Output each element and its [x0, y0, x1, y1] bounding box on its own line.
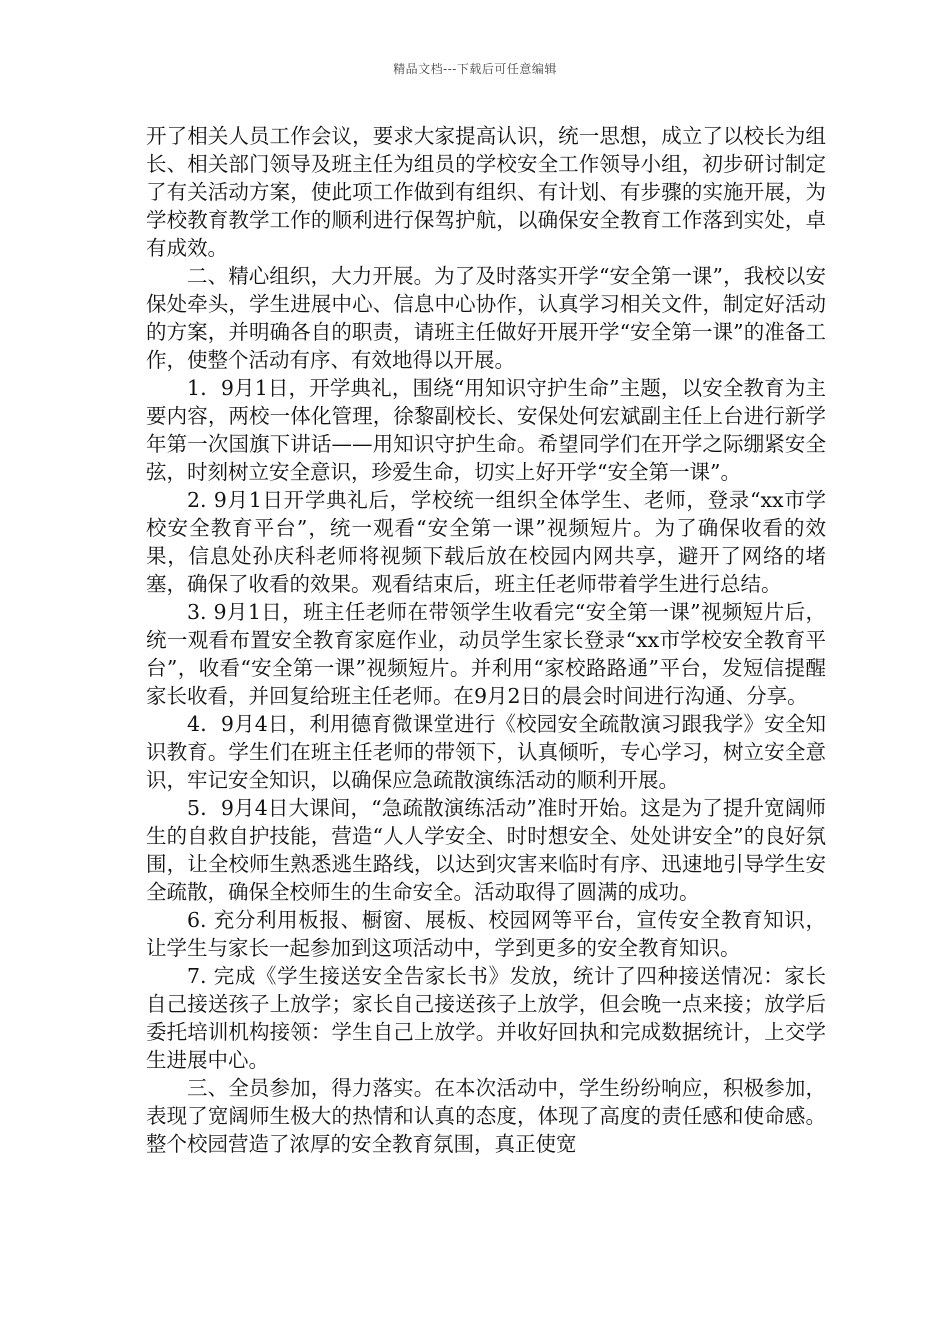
- paragraph-item-2: 2. 9月1日开学典礼后，学校统一组织全体学生、老师，登录“xx市学校安全教育平台”，统一观看“安全第一课”视频短片。为了确保收看的效果，信息处孙庆科老师将视频下载后放在校园内网共享，避开了网络的堵塞，确保了收看的效果。观看结束后，班主任老师带着学生进行总结。: [146, 488, 826, 596]
- paragraph-item-6: 6. 充分利用板报、橱窗、展板、校园网等平台，宣传安全教育知识，让学生与家长一起参加到这项活动中，学到更多的安全教育知识。: [146, 908, 826, 960]
- paragraph-item-3: 3. 9月1日，班主任老师在带领学生收看完“安全第一课”视频短片后，统一观看布置安全教育家庭作业，动员学生家长登录“xx市学校安全教育平台”，收看“安全第一课”视频短片。并利用“家校路路通”平台，发短信提醒家长收看，并回复给班主任老师。在9月2日的晨会时间进行沟通、分享。: [146, 600, 826, 708]
- paragraph-item-1: 1．9月1日，开学典礼，围绕“用知识守护生命”主题，以安全教育为主要内容，两校一体化管理，徐黎副校长、安保处何宏斌副主任上台进行新学年第一次国旗下讲话——用知识守护生命。希望同学们在开学之际绷紧安全弦，时刻树立安全意识，珍爱生命，切实上好开学“安全第一课”。: [146, 376, 826, 484]
- paragraph-item-4: 4．9月4日，利用德育微课堂进行《校园安全疏散演习跟我学》安全知识教育。学生们在班主任老师的带领下，认真倾听，专心学习，树立安全意识，牢记安全知识，以确保应急疏散演练活动的顺利开展。: [146, 712, 826, 792]
- paragraph-section-three: 三、全员参加，得力落实。在本次活动中，学生纷纷响应，积极参加，表现了宽阔师生极大的热情和认真的态度，体现了高度的责任感和使命感。整个校园营造了浓厚的安全教育氛围，真正使宽: [146, 1076, 826, 1156]
- page-header: 精品文档---下载后可任意编辑: [393, 62, 557, 76]
- document-body: [146, 122, 826, 1158]
- paragraph-item-7: 7. 完成《学生接送安全告家长书》发放，统计了四种接送情况：家长自己接送孩子上放学；家长自己接送孩子上放学，但会晚一点来接；放学后委托培训机构接领：学生自己上放学。并收好回执和完成数据统计，上交学生进展中心。: [146, 964, 826, 1072]
- paragraph-item-5: 5．9月4日大课间，“急疏散演练活动”准时开始。这是为了提升宽阔师生的自救自护技能，营造“人人学安全、时时想安全、处处讲安全”的良好氛围，让全校师生熟悉逃生路线，以达到灾害来临时有序、迅速地引导学生安全疏散，确保全校师生的生命安全。活动取得了圆满的成功。: [146, 796, 826, 904]
- paragraph-section-two: 二、精心组织，大力开展。为了及时落实开学“安全第一课”，我校以安保处牵头，学生进展中心、信息中心协作，认真学习相关文件，制定好活动的方案，并明确各自的职责，请班主任做好开展开学“安全第一课”的准备工作，使整个活动有序、有效地得以开展。: [146, 264, 826, 372]
- paragraph-continuation: 开了相关人员工作会议，要求大家提高认识，统一思想，成立了以校长为组长、相关部门领导及班主任为组员的学校安全工作领导小组，初步研讨制定了有关活动方案，使此项工作做到有组织、有计划、有步骤的实施开展，为学校教育教学工作的顺利进行保驾护航，以确保安全教育工作落到实处，卓有成效。: [146, 124, 826, 260]
